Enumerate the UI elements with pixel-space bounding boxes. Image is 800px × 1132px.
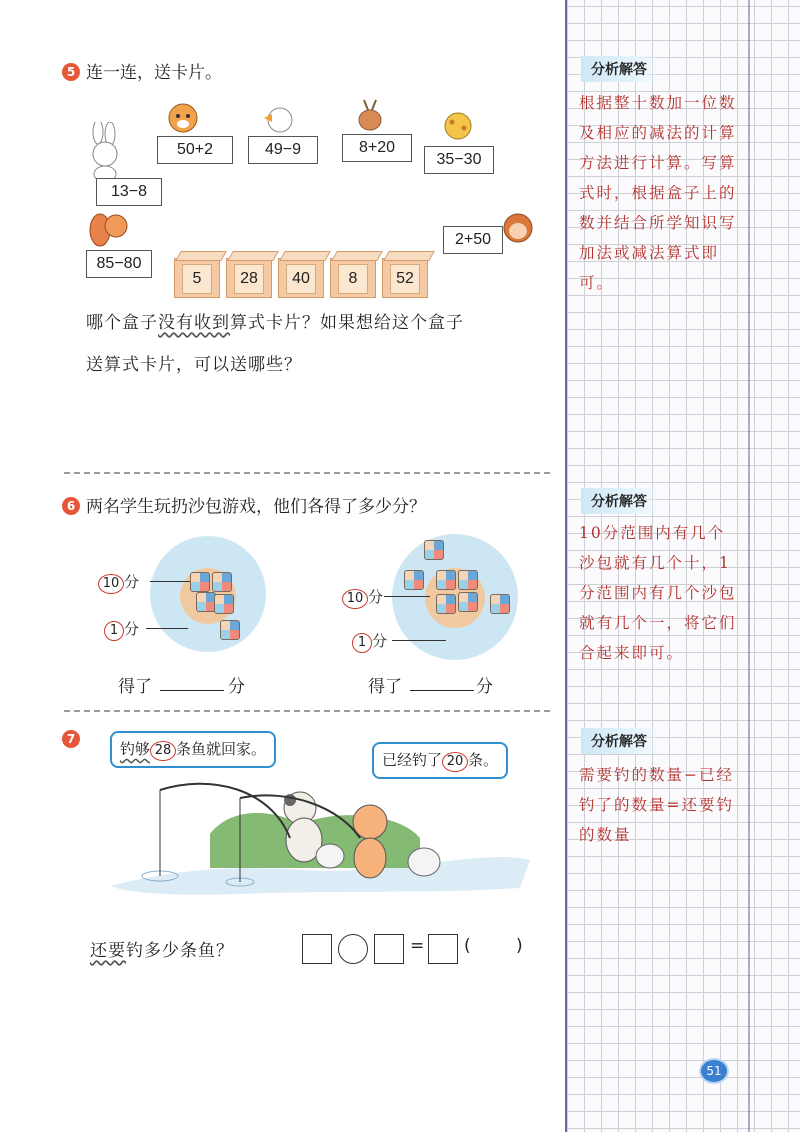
- circled-1: 1: [352, 633, 372, 653]
- page-number: 51: [699, 1058, 729, 1084]
- sandbag-icon: [196, 592, 216, 612]
- answer-right-post: 分: [476, 677, 493, 697]
- q6-number: 6: [62, 497, 80, 515]
- bubble2-num: 20: [442, 752, 468, 772]
- box-8[interactable]: [330, 258, 376, 298]
- equals-sign: =: [410, 936, 425, 956]
- q5-q1-pre: 哪个盒子: [86, 313, 158, 333]
- unit: 分: [372, 632, 388, 650]
- q7-question: [90, 936, 234, 961]
- q7-number: 7: [62, 730, 80, 748]
- unit: 分: [124, 573, 140, 591]
- q6-title: [62, 492, 426, 517]
- box-28-label: 28: [234, 264, 264, 294]
- q5-title-text: 连一连，送卡片。: [86, 63, 222, 83]
- sandbag-icon: [212, 572, 232, 592]
- box-8-label: 8: [338, 264, 368, 294]
- bubble1-post: 条鱼就回家。: [176, 740, 267, 758]
- sandbag-icon: [490, 594, 510, 614]
- label-1-left: [104, 618, 139, 641]
- q5-title: [62, 58, 222, 83]
- fishing-scene-image: [100, 778, 540, 908]
- deer-icon: [350, 96, 390, 132]
- answer-right-pre: 得了: [368, 677, 402, 697]
- sandbag-icon: [190, 572, 210, 592]
- rabbit-icon: [80, 122, 130, 182]
- leader-line: [384, 596, 430, 597]
- q5-number: 5: [62, 63, 80, 81]
- card-50-plus-2[interactable]: 50+2: [157, 136, 233, 164]
- card-13-minus-8[interactable]: 13−8: [96, 178, 162, 206]
- q5-question-line1: [86, 308, 464, 333]
- giraffe-icon: [440, 108, 476, 148]
- circled-10: 10: [98, 574, 124, 594]
- q5-q1-post: 算式卡片？如果想给这个盒子: [230, 313, 464, 333]
- sandbag-icon: [458, 570, 478, 590]
- speech-bubble-2: [372, 742, 508, 779]
- box-5[interactable]: [174, 258, 220, 298]
- label-10-left: [98, 571, 139, 594]
- answer-left-blank[interactable]: [160, 690, 224, 691]
- squirrel-icon: [88, 208, 132, 252]
- card-85-minus-80[interactable]: 85−80: [86, 250, 152, 278]
- sandbag-icon: [436, 594, 456, 614]
- operator-circle[interactable]: [338, 934, 368, 964]
- q7-q-rest: 钓多少条鱼？: [126, 941, 234, 961]
- box-52[interactable]: [382, 258, 428, 298]
- speech-bubble-1: [110, 731, 276, 768]
- analysis-text-1: 根据整十数加一位数及相应的减法的计算方法进行计算。写算式时，根据盒子上的数并结合所学知识写加法或减法算式即可。: [579, 94, 737, 292]
- card-8-plus-20[interactable]: 8+20: [342, 134, 412, 162]
- answer-left-pre: 得了: [118, 677, 152, 697]
- label-10-right: [342, 586, 383, 609]
- label-1-right: [352, 630, 387, 653]
- analysis-badge-3: 分析解答: [581, 728, 661, 754]
- box-40[interactable]: [278, 258, 324, 298]
- paren-close: ): [516, 936, 523, 956]
- card-2-plus-50[interactable]: 2+50: [443, 226, 503, 254]
- analysis-sidebar: [565, 0, 800, 1132]
- analysis-badge-1: 分析解答: [581, 56, 661, 82]
- bubble2-pre: 已经钓了: [382, 751, 443, 769]
- answer-left-post: 分: [228, 677, 245, 697]
- divider: [64, 710, 550, 712]
- bubble1-num: 28: [150, 741, 176, 761]
- sandbag-icon: [458, 592, 478, 612]
- unit: 分: [368, 588, 384, 606]
- leader-line: [150, 581, 190, 582]
- analysis-text-3: 需要钓的数量−已经钓了的数量=还要钓的数量: [579, 766, 734, 844]
- card-49-minus-9[interactable]: 49−9: [248, 136, 318, 164]
- monkey-icon: [498, 208, 538, 250]
- goose-icon: [260, 98, 296, 134]
- circled-1: 1: [104, 621, 124, 641]
- q7-title: [62, 730, 86, 750]
- circled-10: 10: [342, 589, 368, 609]
- analysis-text-2: 10分范围内有几个沙包就有几个十，1分范围内有几个沙包就有几个一，将它们合起来即可。: [579, 524, 737, 662]
- leader-line: [392, 640, 446, 641]
- sandbag-icon: [220, 620, 240, 640]
- paren-open: (: [464, 936, 471, 956]
- sandbag-icon: [404, 570, 424, 590]
- q5-question-line2: 送算式卡片，可以送哪些？: [86, 355, 302, 375]
- answer-box-3[interactable]: [428, 934, 458, 964]
- analysis-badge-2: 分析解答: [581, 488, 661, 514]
- box-52-label: 52: [390, 264, 420, 294]
- leader-line: [146, 628, 188, 629]
- q6-title-text: 两名学生玩扔沙包游戏，他们各得了多少分？: [86, 497, 426, 517]
- bubble2-post: 条。: [468, 751, 499, 769]
- divider: [64, 472, 550, 474]
- answer-box-1[interactable]: [302, 934, 332, 964]
- answer-right-blank[interactable]: [410, 690, 474, 691]
- sandbag-icon: [424, 540, 444, 560]
- q7-q-wavy: 还要: [90, 941, 126, 961]
- card-35-minus-30[interactable]: 35−30: [424, 146, 494, 174]
- bubble1-pre: 钓够: [120, 740, 151, 758]
- sandbag-icon: [436, 570, 456, 590]
- box-40-label: 40: [286, 264, 316, 294]
- q5-q1-wavy: 没有收到: [158, 313, 230, 333]
- answer-box-2[interactable]: [374, 934, 404, 964]
- sandbag-icon: [214, 594, 234, 614]
- tiger-icon: [162, 100, 204, 134]
- unit: 分: [124, 620, 140, 638]
- box-28[interactable]: [226, 258, 272, 298]
- box-5-label: 5: [182, 264, 212, 294]
